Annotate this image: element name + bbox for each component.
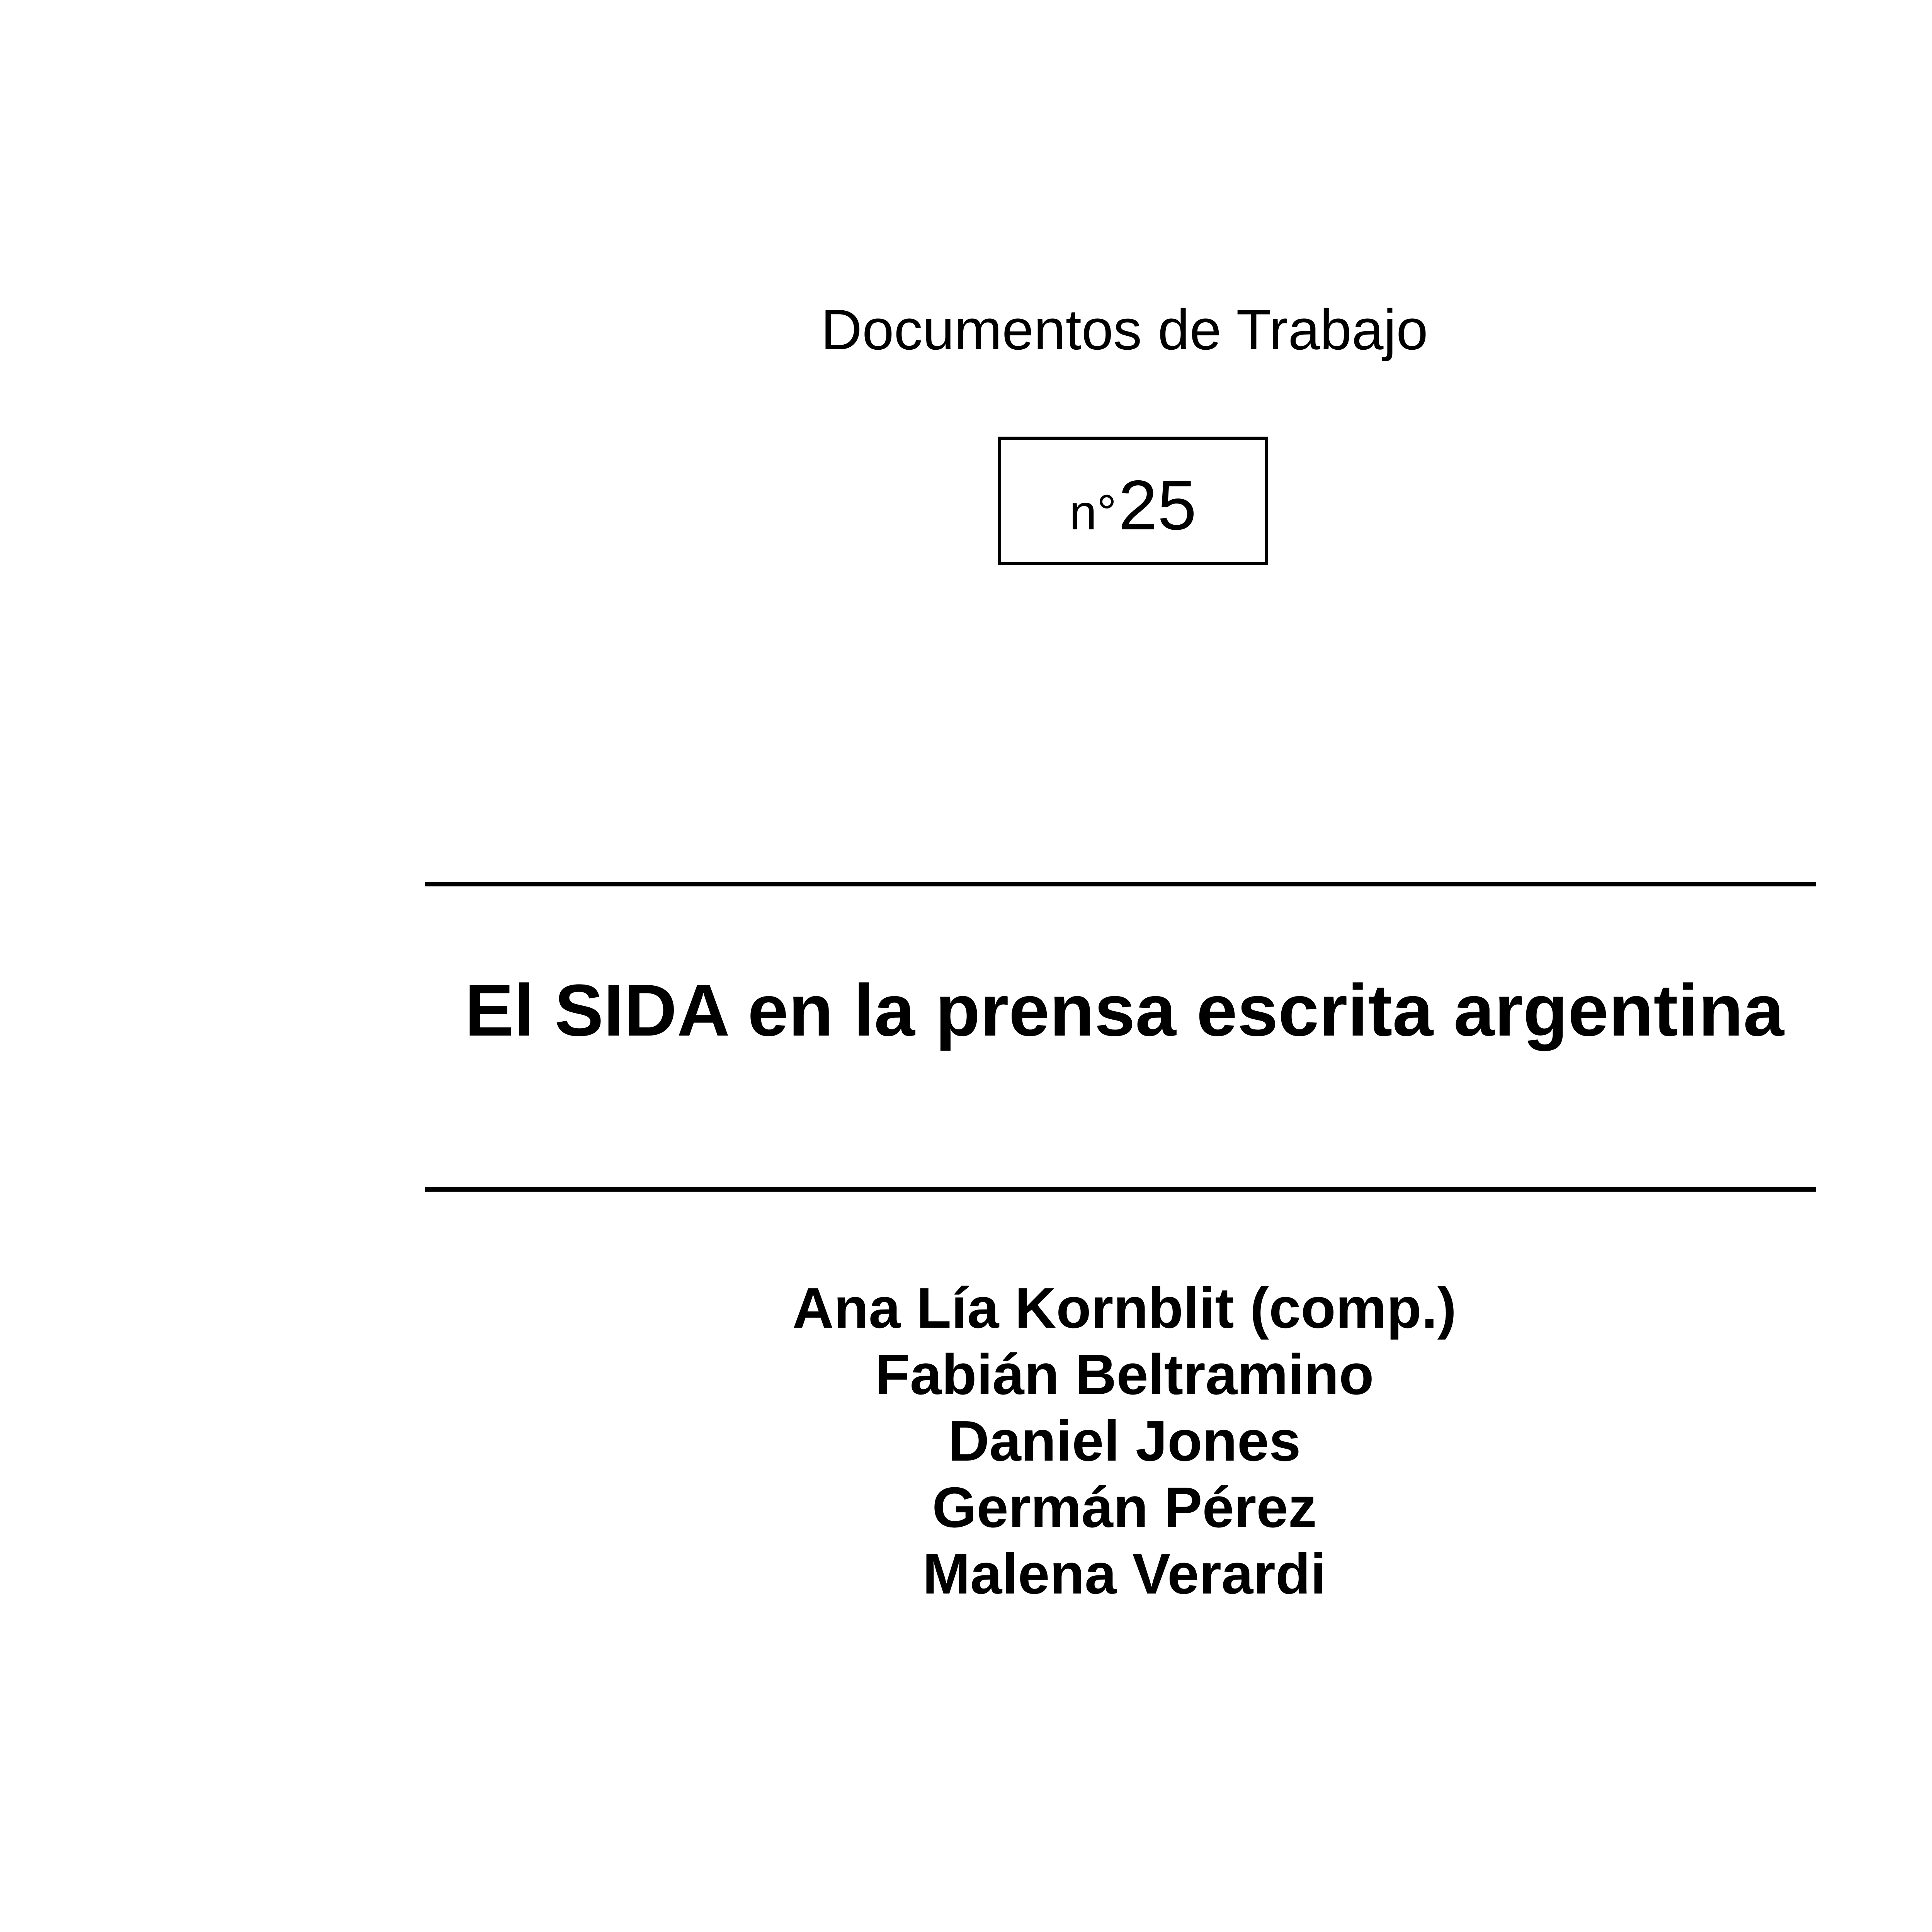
author-name: Malena Verardi [922, 1542, 1327, 1606]
series-label: Documentos de Trabajo [821, 298, 1428, 362]
author-list [0, 1275, 1932, 1607]
author-name: Ana Lía Kornblit (comp.) [792, 1276, 1457, 1340]
title-rule-bottom [425, 1187, 1816, 1192]
author-name: Fabián Beltramino [875, 1343, 1374, 1406]
issue-number-value: 25 [1118, 466, 1197, 544]
issue-number-box [998, 437, 1268, 565]
author-name: Daniel Jones [948, 1409, 1301, 1473]
document-title: El SIDA en la prensa escrita argentina [464, 969, 1784, 1051]
title-rule-top [425, 882, 1816, 886]
issue-number-prefix: n° [1069, 485, 1117, 540]
author-name: Germán Pérez [932, 1476, 1317, 1539]
